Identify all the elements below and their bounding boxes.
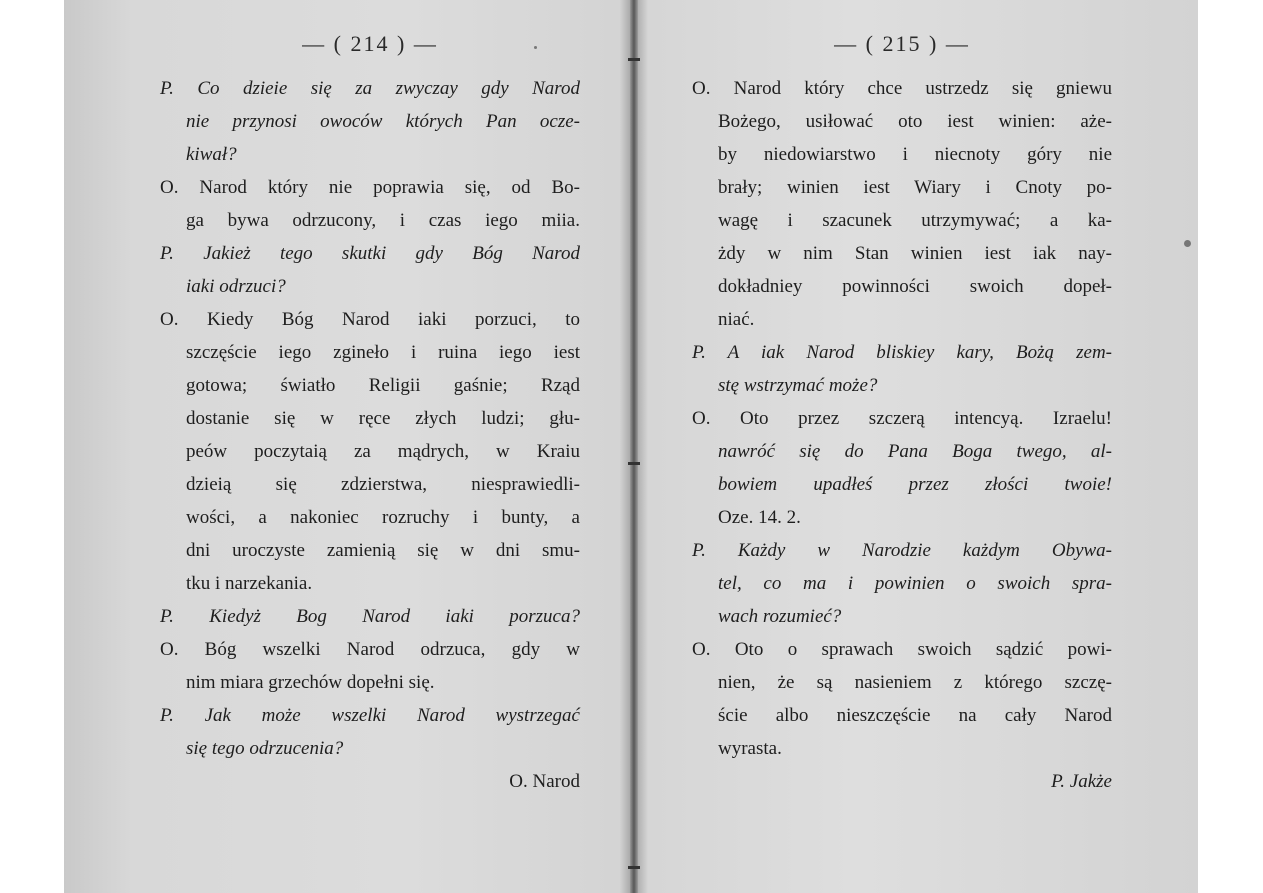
text-line: dzieią się zdzierstwa, niesprawiedli- — [186, 474, 580, 495]
text-line: O. Narod który chce ustrzedz się gniewu — [692, 78, 1112, 99]
text-line: brały; winien iest Wiary i Cnoty po- — [718, 177, 1112, 198]
text-line: ście albo nieszczęście na cały Narod — [718, 705, 1112, 726]
text-line: nien, że są nasieniem z którego szczę- — [718, 672, 1112, 693]
text-line: Bożego, usiłować oto iest winien: aże- — [718, 111, 1112, 132]
text-line: P. Jakież tego skutki gdy Bóg Narod — [160, 243, 580, 264]
text-line: wości, a nakoniec rozruchy i bunty, a — [186, 507, 580, 528]
binding-stitch — [628, 58, 640, 61]
text-line: peów poczytaią za mądrych, w Kraiu — [186, 441, 580, 462]
text-line: bowiem upadłeś przez złości twoie! — [718, 474, 1112, 495]
text-line: P. Każdy w Narodzie każdym Obywa- — [692, 540, 1112, 561]
text-line: P. Jakże — [1051, 771, 1112, 792]
text-line: P. Co dzieie się za zwyczay gdy Narod — [160, 78, 580, 99]
right-page — [692, 0, 1112, 798]
book-scan — [64, 0, 1198, 893]
text-line: wagę i szacunek utrzymywać; a ka- — [718, 210, 1112, 231]
text-line: niać. — [718, 309, 755, 330]
text-line: wach rozumieć? — [718, 606, 842, 627]
right-page-text — [692, 72, 1112, 798]
text-line: P. Kiedyż Bog Narod iaki porzuca? — [160, 606, 580, 627]
text-line: nie przynosi owoców których Pan ocze- — [186, 111, 580, 132]
text-line: dostanie się w ręce złych ludzi; głu- — [186, 408, 580, 429]
left-page-text — [160, 72, 580, 798]
text-line: Oze. 14. 2. — [718, 507, 801, 528]
text-line: nim miara grzechów dopełni się. — [186, 672, 435, 693]
text-line: tel, co ma i powinien o swoich spra- — [718, 573, 1112, 594]
text-line: P. A iak Narod bliskiey kary, Bożą zem- — [692, 342, 1112, 363]
text-line: O. Bóg wszelki Narod odrzuca, gdy w — [160, 639, 580, 660]
text-line: iaki odrzuci? — [186, 276, 286, 297]
text-line: gotowa; światło Religii gaśnie; Rząd — [186, 375, 580, 396]
paper-speck — [1184, 240, 1191, 247]
text-line: stę wstrzymać może? — [718, 375, 878, 396]
text-line: by niedowiarstwo i niecnoty góry nie — [718, 144, 1112, 165]
text-line: O. Oto o sprawach swoich sądzić powi- — [692, 639, 1112, 660]
page-number: — ( 215 ) — — [834, 31, 970, 56]
text-line: P. Jak może wszelki Narod wystrzegać — [160, 705, 580, 726]
text-line: kiwał? — [186, 144, 237, 165]
text-line: żdy w nim Stan winien iest iak nay- — [718, 243, 1112, 264]
text-line: szczęście iego zgineło i ruina iego iest — [186, 342, 580, 363]
text-line: ga bywa odrzucony, i czas iego miia. — [186, 210, 580, 231]
text-line: dokładniey powinności swoich dopeł- — [718, 276, 1112, 297]
book-spine — [630, 0, 638, 893]
text-line: wyrasta. — [718, 738, 782, 759]
text-line: O. Narod — [509, 771, 580, 792]
text-line: O. Narod który nie poprawia się, od Bo- — [160, 177, 580, 198]
binding-stitch — [628, 866, 640, 869]
page-number: — ( 214 ) — — [302, 31, 438, 56]
text-line: się tego odrzucenia? — [186, 738, 344, 759]
left-page — [160, 0, 580, 798]
text-line: O. Oto przez szczerą intencyą. Izraelu! — [692, 408, 1112, 429]
text-line: dni uroczyste zamienią się w dni smu- — [186, 540, 580, 561]
text-line: tku i narzekania. — [186, 573, 313, 594]
text-line: O. Kiedy Bóg Narod iaki porzuci, to — [160, 309, 580, 330]
binding-stitch — [628, 462, 640, 465]
text-line: nawróć się do Pana Boga twego, al- — [718, 441, 1112, 462]
